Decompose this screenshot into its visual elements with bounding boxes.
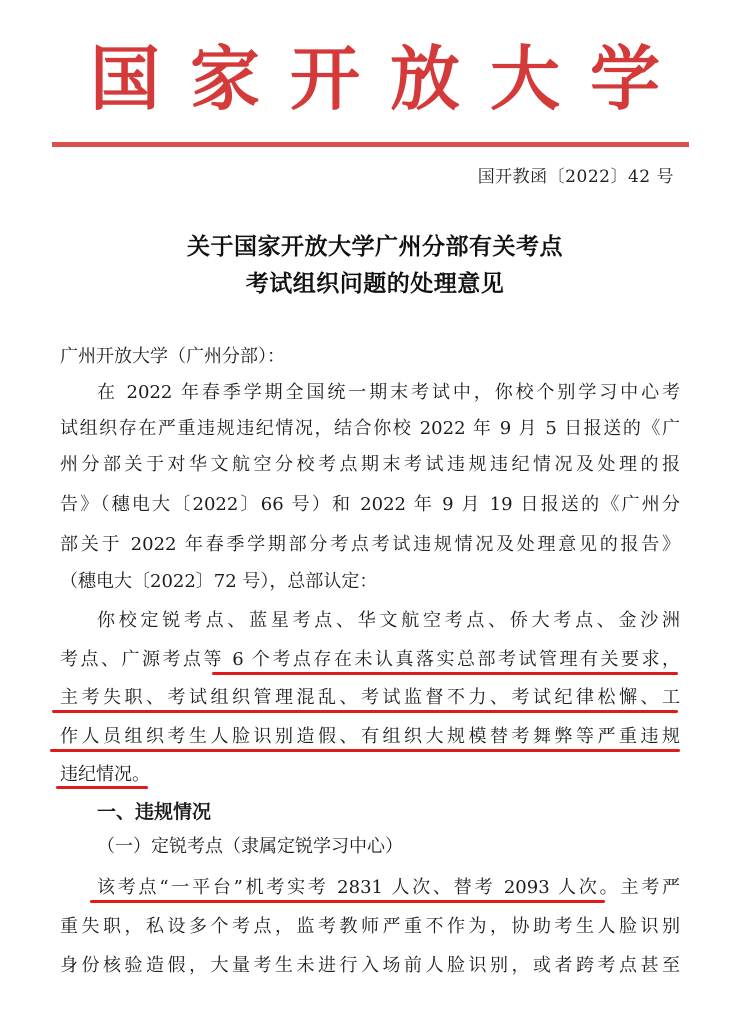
body-line: 在 2022 年春季学期全国统一期末考试中，你校个别学习中心考 [97, 382, 680, 403]
emphasis-underline [52, 710, 678, 713]
body-line: 试组织存在严重违规违纪情况，结合你校 2022 年 9 月 5 日报送的《广 [60, 418, 680, 439]
body-line: 告》（穗电大〔2022〕66 号）和 2022 年 9 月 19 日报送的《广州分 [60, 494, 680, 515]
body-line-highlighted: 违纪情况。 [60, 764, 150, 785]
section-heading: 一、违规情况 [97, 801, 212, 823]
document-number: 国开教函〔2022〕42 号 [477, 167, 674, 187]
addressee: 广州开放大学（广州分部）： [60, 346, 285, 367]
body-line: 你校定锐考点、蓝星考点、华文航空考点、侨大考点、金沙洲 [97, 610, 680, 631]
emphasis-underline [90, 900, 605, 903]
document-title-line-1: 关于国家开放大学广州分部有关考点 [187, 233, 563, 260]
subsection-heading: （一）定锐考点（隶属定锐学习中心） [97, 836, 403, 857]
body-line: 身份核验造假，大量考生未进行入场前人脸识别，或者跨考点甚至 [60, 955, 680, 976]
body-line-highlighted: 考点、广源考点等 6 个考点存在未认真落实总部考试管理有关要求， [60, 649, 680, 670]
body-line: 部关于 2022 年春季学期部分考点考试违规情况及处理意见的报告》 [60, 534, 680, 555]
emphasis-underline [50, 749, 680, 752]
emphasis-underline [212, 672, 678, 675]
body-line: 重失职，私设多个考点，监考教师严重不作为，协助考生人脸识别 [60, 916, 680, 937]
body-line-highlighted: 主考失职、考试组织管理混乱、考试监督不力、考试纪律松懈、工 [60, 687, 680, 708]
body-line-highlighted: 作人员组织考生人脸识别造假、有组织大规模替考舞弊等严重违规 [60, 726, 680, 747]
body-line-highlighted: 该考点“一平台”机考实考 2831 人次、替考 2093 人次。主考严 [97, 877, 680, 898]
masthead-title: 国家开放大学 [90, 37, 690, 120]
emphasis-underline [56, 786, 148, 789]
body-line: （穗电大〔2022〕72 号），总部认定： [60, 571, 378, 592]
masthead-rule [52, 142, 689, 147]
document-title-line-2: 考试组织问题的处理意见 [245, 270, 505, 297]
body-line: 州分部关于对华文航空分校考点期末考试违规违纪情况及处理的报 [60, 454, 680, 475]
